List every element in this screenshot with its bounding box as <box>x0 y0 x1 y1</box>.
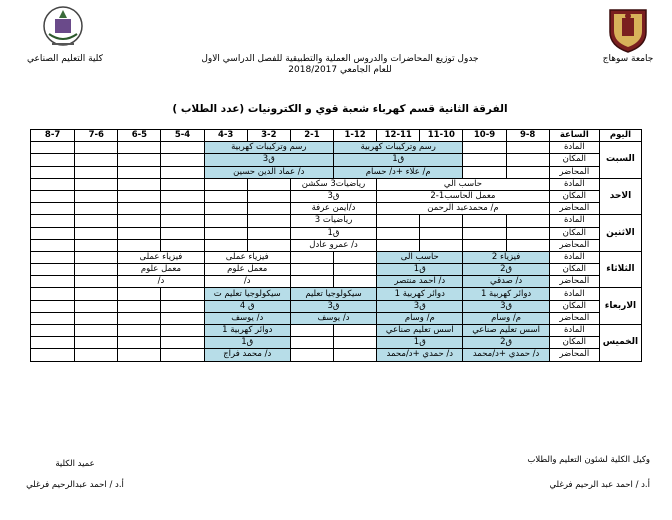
empty-cell <box>31 178 75 190</box>
empty-cell <box>247 239 290 251</box>
empty-cell <box>161 239 204 251</box>
empty-cell <box>247 190 290 202</box>
class-cell: م/ علاء +د/ حسام <box>334 166 463 178</box>
empty-cell <box>31 325 75 337</box>
empty-cell <box>31 264 75 276</box>
title-line-2: للعام الجامعي 2018/2017 <box>288 65 392 75</box>
empty-cell <box>118 203 161 215</box>
header-hour: الساعة <box>549 130 599 142</box>
row-label-subject: المادة <box>549 251 599 263</box>
empty-cell <box>463 154 506 166</box>
class-cell: د/ صدقي <box>463 276 549 288</box>
class-cell: سيكولوجيا تعليم ت <box>204 288 290 300</box>
class-cell: ق1 <box>377 264 463 276</box>
thursday-subject-row <box>31 325 642 337</box>
empty-cell <box>420 239 463 251</box>
sunday-place-row <box>31 190 642 202</box>
empty-cell <box>290 264 333 276</box>
empty-cell <box>75 215 118 227</box>
empty-cell <box>377 239 420 251</box>
class-cell: دوائر كهربية 1 <box>204 325 290 337</box>
empty-cell <box>75 190 118 202</box>
row-label-place: المكان <box>549 227 599 239</box>
empty-cell <box>31 215 75 227</box>
time-slot: 9-8 <box>506 130 549 142</box>
class-cell: معمل الحاسب1-2 <box>377 190 550 202</box>
empty-cell <box>118 166 161 178</box>
row-label-place: المكان <box>549 300 599 312</box>
empty-cell <box>161 215 204 227</box>
empty-cell <box>204 227 247 239</box>
time-slot: 3-2 <box>247 130 290 142</box>
class-cell: ق2 <box>463 337 549 349</box>
empty-cell <box>118 178 161 190</box>
dean-title: عميد الكلية <box>55 459 95 469</box>
class-cell: د/ حمدي +د/محمد <box>463 349 549 361</box>
time-slot: 8-7 <box>31 130 75 142</box>
empty-cell <box>118 215 161 227</box>
empty-cell <box>118 312 161 324</box>
class-cell: ق1 <box>290 227 376 239</box>
time-slot: 10-9 <box>463 130 506 142</box>
empty-cell <box>506 215 549 227</box>
class-cell: حاسب الى <box>377 251 463 263</box>
row-label-place: المكان <box>549 264 599 276</box>
empty-cell <box>75 325 118 337</box>
class-cell: رياضيات 3 <box>290 215 376 227</box>
sunday-subject-row <box>31 178 642 190</box>
empty-cell <box>506 154 549 166</box>
tuesday-lecturer-row <box>31 276 642 288</box>
empty-cell <box>75 239 118 251</box>
empty-cell <box>118 300 161 312</box>
empty-cell <box>247 227 290 239</box>
empty-cell <box>31 288 75 300</box>
row-label-place: المكان <box>549 190 599 202</box>
empty-cell <box>334 337 377 349</box>
tuesday-place-row <box>31 264 642 276</box>
day-tuesday: الثلاثاء <box>599 251 641 288</box>
empty-cell <box>377 227 420 239</box>
class-cell: ق 4 <box>204 300 290 312</box>
class-cell: رسم وتركيبات كهربية <box>334 142 463 154</box>
empty-cell <box>75 312 118 324</box>
empty-cell <box>334 276 377 288</box>
saturday-lecturer-row <box>31 166 642 178</box>
class-cell: د/ <box>118 276 204 288</box>
wednesday-subject-row <box>31 288 642 300</box>
empty-cell <box>463 166 506 178</box>
empty-cell <box>31 227 75 239</box>
class-cell: رياضيات3 سكشن <box>290 178 376 190</box>
day-saturday: السبت <box>599 142 641 179</box>
class-cell: اسس تعليم صناعي <box>377 325 463 337</box>
class-cell: د/ عماد الدين حسين <box>204 166 333 178</box>
empty-cell <box>31 276 75 288</box>
empty-cell <box>75 227 118 239</box>
row-label-subject: المادة <box>549 178 599 190</box>
empty-cell <box>334 325 377 337</box>
empty-cell <box>506 227 549 239</box>
empty-cell <box>161 337 204 349</box>
empty-cell <box>161 227 204 239</box>
empty-cell <box>75 264 118 276</box>
thursday-lecturer-row <box>31 349 642 361</box>
empty-cell <box>31 239 75 251</box>
empty-cell <box>290 349 333 361</box>
empty-cell <box>31 300 75 312</box>
empty-cell <box>75 166 118 178</box>
empty-cell <box>161 349 204 361</box>
day-monday: الاثنين <box>599 215 641 252</box>
empty-cell <box>118 325 161 337</box>
saturday-place-row <box>31 154 642 166</box>
empty-cell <box>161 166 204 178</box>
class-cell: حاسب آلي <box>377 178 550 190</box>
thursday-place-row <box>31 337 642 349</box>
class-cell: ق2 <box>463 264 549 276</box>
class-cell: ق3 <box>290 300 376 312</box>
empty-cell <box>161 312 204 324</box>
row-label-lecturer: المحاضر <box>549 312 599 324</box>
tuesday-subject-row <box>31 251 642 263</box>
empty-cell <box>75 288 118 300</box>
empty-cell <box>31 251 75 263</box>
empty-cell <box>75 337 118 349</box>
class-cell: دوائر كهربية 1 <box>463 288 549 300</box>
empty-cell <box>75 251 118 263</box>
empty-cell <box>161 154 204 166</box>
time-slot: 4-3 <box>204 130 247 142</box>
class-cell: فيزياء 2 <box>463 251 549 263</box>
time-slot: 5-4 <box>161 130 204 142</box>
class-cell: د/ايمن عرفة <box>290 203 376 215</box>
header-day: اليوم <box>599 130 641 142</box>
empty-cell <box>118 349 161 361</box>
empty-cell <box>75 178 118 190</box>
class-cell: م/ وسام <box>377 312 463 324</box>
vice-dean-name: أ.د / احمد عبد الرحيم فرغلي <box>549 480 650 490</box>
time-slot: 2-1 <box>290 130 333 142</box>
saturday-subject-row <box>31 142 642 154</box>
empty-cell <box>31 312 75 324</box>
class-cell: ق3 <box>377 300 463 312</box>
row-label-lecturer: المحاضر <box>549 166 599 178</box>
class-cell: د/ حمدي +د/محمد <box>377 349 463 361</box>
empty-cell <box>506 142 549 154</box>
time-slot: 12-11 <box>377 130 420 142</box>
wednesday-place-row <box>31 300 642 312</box>
empty-cell <box>204 239 247 251</box>
empty-cell <box>75 300 118 312</box>
day-thursday: الخميس <box>599 325 641 362</box>
class-cell: د/ احمد منتصر <box>377 276 463 288</box>
empty-cell <box>161 288 204 300</box>
class-cell: د/ يوسف <box>204 312 290 324</box>
class-cell: م/ محمدعبد الرحمن <box>377 203 550 215</box>
empty-cell <box>75 203 118 215</box>
row-label-lecturer: المحاضر <box>549 239 599 251</box>
row-label-subject: المادة <box>549 215 599 227</box>
row-label-place: المكان <box>549 337 599 349</box>
row-label-subject: المادة <box>549 325 599 337</box>
empty-cell <box>118 288 161 300</box>
header-row <box>31 130 642 142</box>
empty-cell <box>75 154 118 166</box>
empty-cell <box>247 215 290 227</box>
class-cell: معمل علوم <box>118 264 204 276</box>
row-label-subject: المادة <box>549 288 599 300</box>
empty-cell <box>247 178 290 190</box>
empty-cell <box>31 349 75 361</box>
section-title: الفرقة الثانية قسم كهرباء شعبة قوي و الكترونيات (عدد الطلاب ) <box>172 103 508 115</box>
monday-lecturer-row <box>31 239 642 251</box>
schedule-table <box>30 129 642 362</box>
college-name: كلية التعليم الصناعي <box>27 54 103 64</box>
empty-cell <box>118 142 161 154</box>
row-label-lecturer: المحاضر <box>549 276 599 288</box>
empty-cell <box>204 203 247 215</box>
class-cell: م/ وسام <box>463 312 549 324</box>
empty-cell <box>31 337 75 349</box>
empty-cell <box>75 142 118 154</box>
empty-cell <box>420 227 463 239</box>
day-wednesday: الاربعاء <box>599 288 641 325</box>
empty-cell <box>420 215 463 227</box>
monday-place-row <box>31 227 642 239</box>
university-name: جامعة سوهاج <box>602 54 654 64</box>
dean-name: أ.د / احمد عبدالرحيم فرغلي <box>26 480 124 490</box>
empty-cell <box>334 251 377 263</box>
empty-cell <box>75 349 118 361</box>
wednesday-lecturer-row <box>31 312 642 324</box>
empty-cell <box>204 190 247 202</box>
empty-cell <box>118 239 161 251</box>
empty-cell <box>334 349 377 361</box>
empty-cell <box>31 142 75 154</box>
class-cell: رسم وتركيبات كهربية <box>204 142 333 154</box>
empty-cell <box>31 190 75 202</box>
empty-cell <box>161 325 204 337</box>
empty-cell <box>334 264 377 276</box>
empty-cell <box>75 276 118 288</box>
class-cell: ق1 <box>204 337 290 349</box>
sohag-university-logo <box>606 6 650 54</box>
class-cell: ق1 <box>377 337 463 349</box>
empty-cell <box>290 337 333 349</box>
empty-cell <box>377 215 420 227</box>
empty-cell <box>161 142 204 154</box>
class-cell: فيزياء عملى <box>118 251 204 263</box>
class-cell: د/ <box>204 276 290 288</box>
empty-cell <box>31 203 75 215</box>
row-label-lecturer: المحاضر <box>549 203 599 215</box>
document-title <box>190 54 490 76</box>
class-cell: فيزياء عملى <box>204 251 290 263</box>
class-cell: ق1 <box>334 154 463 166</box>
class-cell: ق3 <box>204 154 333 166</box>
empty-cell <box>31 154 75 166</box>
empty-cell <box>161 190 204 202</box>
class-cell: سيكولوجيا تعليم <box>290 288 376 300</box>
class-cell: ق3 <box>290 190 376 202</box>
empty-cell <box>118 190 161 202</box>
empty-cell <box>204 178 247 190</box>
day-sunday: الاحد <box>599 178 641 215</box>
time-slot: 7-6 <box>75 130 118 142</box>
empty-cell <box>290 325 333 337</box>
empty-cell <box>161 203 204 215</box>
row-label-subject: المادة <box>549 142 599 154</box>
class-cell: معمل علوم <box>204 264 290 276</box>
class-cell: د/ محمد فراج <box>204 349 290 361</box>
time-slot: 6-5 <box>118 130 161 142</box>
time-slot: 11-10 <box>420 130 463 142</box>
empty-cell <box>290 251 333 263</box>
class-cell: اسس تعليم صناعي <box>463 325 549 337</box>
empty-cell <box>463 215 506 227</box>
sunday-lecturer-row <box>31 203 642 215</box>
empty-cell <box>506 166 549 178</box>
empty-cell <box>161 300 204 312</box>
empty-cell <box>247 203 290 215</box>
empty-cell <box>118 227 161 239</box>
class-cell: د/ يوسف <box>290 312 376 324</box>
class-cell: دوائر كهربية 1 <box>377 288 463 300</box>
row-label-place: المكان <box>549 154 599 166</box>
empty-cell <box>118 337 161 349</box>
empty-cell <box>506 239 549 251</box>
empty-cell <box>118 154 161 166</box>
college-logo <box>40 4 86 52</box>
time-slot: 1-12 <box>334 130 377 142</box>
empty-cell <box>161 178 204 190</box>
title-line-1: جدول توزيع المحاضرات والدروس العملية والتطبيقية للفصل الدراسي الاول <box>201 54 479 64</box>
row-label-lecturer: المحاضر <box>549 349 599 361</box>
empty-cell <box>31 166 75 178</box>
empty-cell <box>290 276 333 288</box>
class-cell: ق3 <box>463 300 549 312</box>
class-cell: د/ عمرو عادل <box>290 239 376 251</box>
empty-cell <box>463 227 506 239</box>
empty-cell <box>463 142 506 154</box>
monday-subject-row <box>31 215 642 227</box>
empty-cell <box>204 215 247 227</box>
empty-cell <box>463 239 506 251</box>
vice-dean-title: وكيل الكلية لشئون التعليم والطلاب <box>527 455 650 465</box>
